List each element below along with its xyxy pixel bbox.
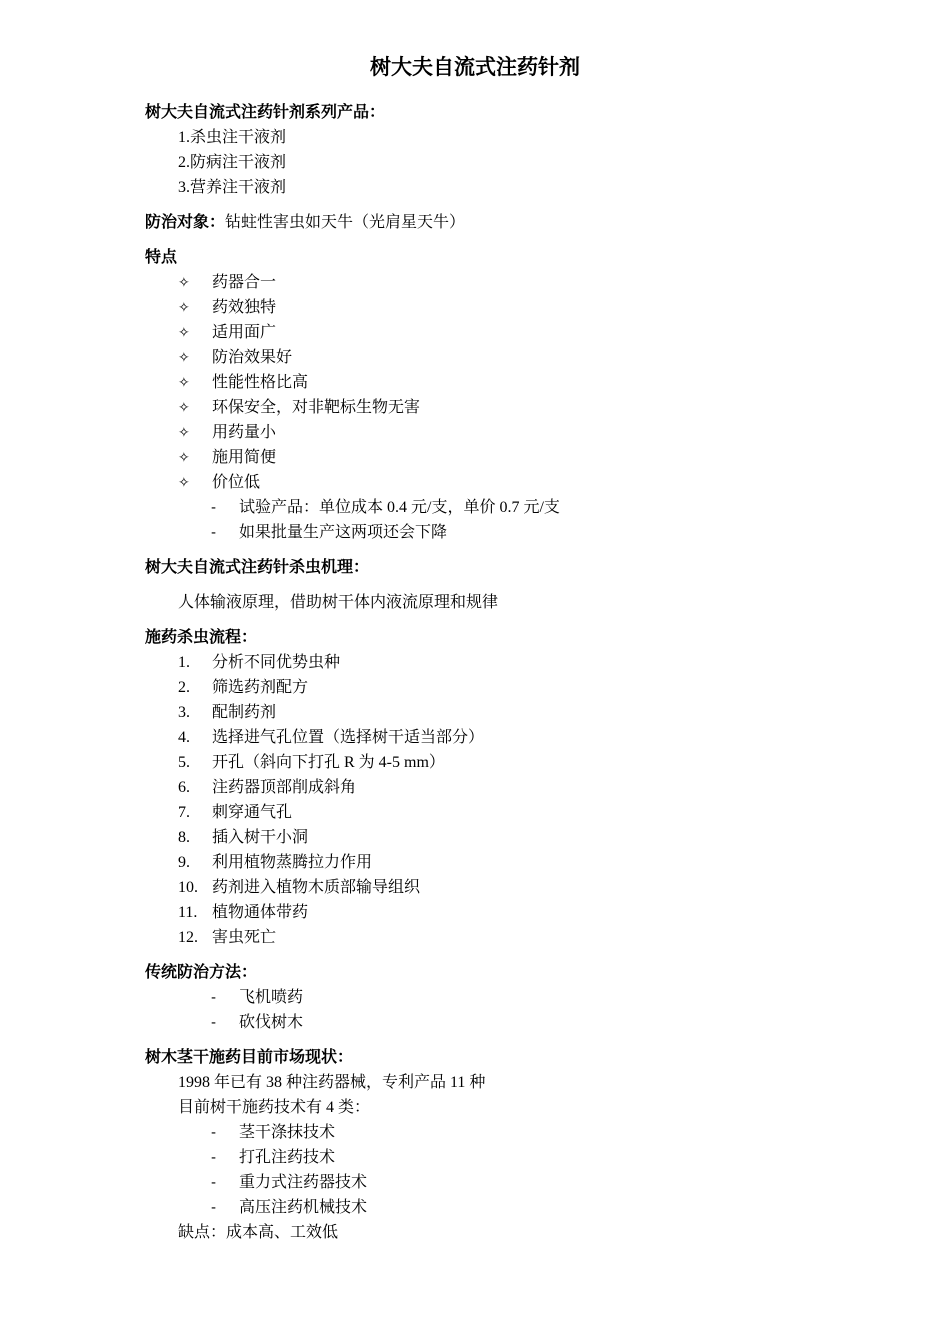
process-heading: 施药杀虫流程： [145, 629, 258, 646]
technique-text: 重力式注药器技术 [239, 1174, 368, 1191]
list-item [145, 445, 845, 470]
diamond-bullet-icon: ✧ [178, 425, 190, 441]
step-number: 11. [178, 904, 198, 921]
feature-text: 施用简便 [212, 449, 277, 466]
feature-text: 环保安全，对非靶标生物无害 [212, 399, 421, 416]
target-line [145, 210, 845, 235]
list-item [145, 875, 845, 900]
dash-bullet: - [211, 990, 217, 1006]
traditional-heading: 传统防治方法： [145, 964, 258, 981]
diamond-bullet-icon: ✧ [178, 400, 190, 416]
list-item [145, 850, 845, 875]
step-text: 开孔（斜向下打孔 R 为 4-5 mm） [212, 754, 445, 771]
list-item [145, 1120, 845, 1145]
step-number: 1. [178, 654, 190, 671]
feature-text: 药器合一 [212, 274, 277, 291]
step-number: 5. [178, 754, 190, 771]
step-text: 配制药剂 [212, 704, 277, 721]
step-number: 6. [178, 779, 190, 796]
dash-bullet: - [211, 1175, 217, 1191]
list-item [145, 395, 845, 420]
technique-text: 打孔注药技术 [239, 1149, 336, 1166]
feature-text: 性能性格比高 [212, 374, 309, 391]
dash-bullet: - [211, 500, 217, 516]
list-item [145, 270, 845, 295]
step-text: 筛选药剂配方 [212, 679, 309, 696]
features-heading: 特点 [145, 249, 178, 266]
document-body [145, 100, 845, 1245]
dash-bullet: - [211, 1200, 217, 1216]
products-heading: 树大夫自流式注药针剂系列产品： [145, 104, 386, 121]
list-item [145, 825, 845, 850]
diamond-bullet-icon: ✧ [178, 475, 190, 491]
method-text: 飞机喷药 [239, 989, 304, 1006]
product-item: 3.营养注干液剂 [178, 179, 287, 196]
list-item [145, 1145, 845, 1170]
target-label: 防治对象： [145, 214, 226, 231]
step-text: 刺穿通气孔 [212, 804, 293, 821]
diamond-bullet-icon: ✧ [178, 450, 190, 466]
list-item [145, 1195, 845, 1220]
product-item: 1.杀虫注干液剂 [178, 129, 287, 146]
list-item [145, 1010, 845, 1035]
step-text: 利用植物蒸腾拉力作用 [212, 854, 373, 871]
dash-bullet: - [211, 1015, 217, 1031]
list-item [145, 725, 845, 750]
feature-text: 价位低 [212, 474, 261, 491]
diamond-bullet-icon: ✧ [178, 350, 190, 366]
mechanism-heading: 树大夫自流式注药针杀虫机理： [145, 559, 370, 576]
step-text: 插入树干小洞 [212, 829, 309, 846]
list-item [145, 420, 845, 445]
step-number: 7. [178, 804, 190, 821]
list-item [145, 925, 845, 950]
dash-bullet: - [211, 525, 217, 541]
step-text: 选择进气孔位置（选择树干适当部分） [212, 729, 485, 746]
step-text: 分析不同优势虫种 [212, 654, 341, 671]
diamond-bullet-icon: ✧ [178, 375, 190, 391]
step-text: 害虫死亡 [212, 929, 277, 946]
market-line: 1998 年已有 38 种注药器械，专利产品 11 种 [178, 1074, 486, 1091]
list-item [145, 900, 845, 925]
list-item [145, 345, 845, 370]
list-item [145, 985, 845, 1010]
step-text: 药剂进入植物木质部输导组织 [212, 879, 421, 896]
diamond-bullet-icon: ✧ [178, 275, 190, 291]
step-number: 2. [178, 679, 190, 696]
technique-text: 茎干涤抹技术 [239, 1124, 336, 1141]
diamond-bullet-icon: ✧ [178, 325, 190, 341]
dash-bullet: - [211, 1125, 217, 1141]
target-text: 钻蛀性害虫如天牛（光肩星天牛） [225, 214, 466, 231]
dash-bullet: - [211, 1150, 217, 1166]
product-item: 2.防病注干液剂 [178, 154, 287, 171]
list-item [145, 1170, 845, 1195]
feature-text: 药效独特 [212, 299, 277, 316]
step-number: 9. [178, 854, 190, 871]
list-item [145, 470, 845, 495]
diamond-bullet-icon: ✧ [178, 300, 190, 316]
list-item [145, 700, 845, 725]
step-text: 注药器顶部削成斜角 [212, 779, 357, 796]
mechanism-text: 人体输液原理，借助树干体内液流原理和规律 [178, 594, 499, 611]
step-number: 10. [178, 879, 198, 896]
method-text: 砍伐树木 [239, 1014, 304, 1031]
step-number: 8. [178, 829, 190, 846]
feature-subtext: 试验产品：单位成本 0.4 元/支，单价 0.7 元/支 [239, 499, 560, 516]
technique-text: 高压注药机械技术 [239, 1199, 368, 1216]
step-number: 12. [178, 929, 198, 946]
market-line: 目前树干施药技术有 4 类： [178, 1099, 371, 1116]
list-item [145, 320, 845, 345]
market-heading: 树木茎干施药目前市场现状： [145, 1049, 354, 1066]
list-item [145, 675, 845, 700]
feature-subtext: 如果批量生产这两项还会下降 [239, 524, 448, 541]
step-text: 植物通体带药 [212, 904, 309, 921]
step-number: 4. [178, 729, 190, 746]
step-number: 3. [178, 704, 190, 721]
list-item [145, 495, 845, 520]
list-item [145, 295, 845, 320]
feature-text: 适用面广 [212, 324, 277, 341]
list-item [145, 775, 845, 800]
list-item [145, 370, 845, 395]
list-item [145, 800, 845, 825]
feature-text: 用药量小 [212, 424, 277, 441]
market-drawback: 缺点：成本高、工效低 [178, 1224, 339, 1241]
list-item [145, 520, 845, 545]
feature-text: 防治效果好 [212, 349, 293, 366]
list-item [145, 650, 845, 675]
list-item [145, 750, 845, 775]
document-title: 树大夫自流式注药针剂 [370, 55, 580, 79]
